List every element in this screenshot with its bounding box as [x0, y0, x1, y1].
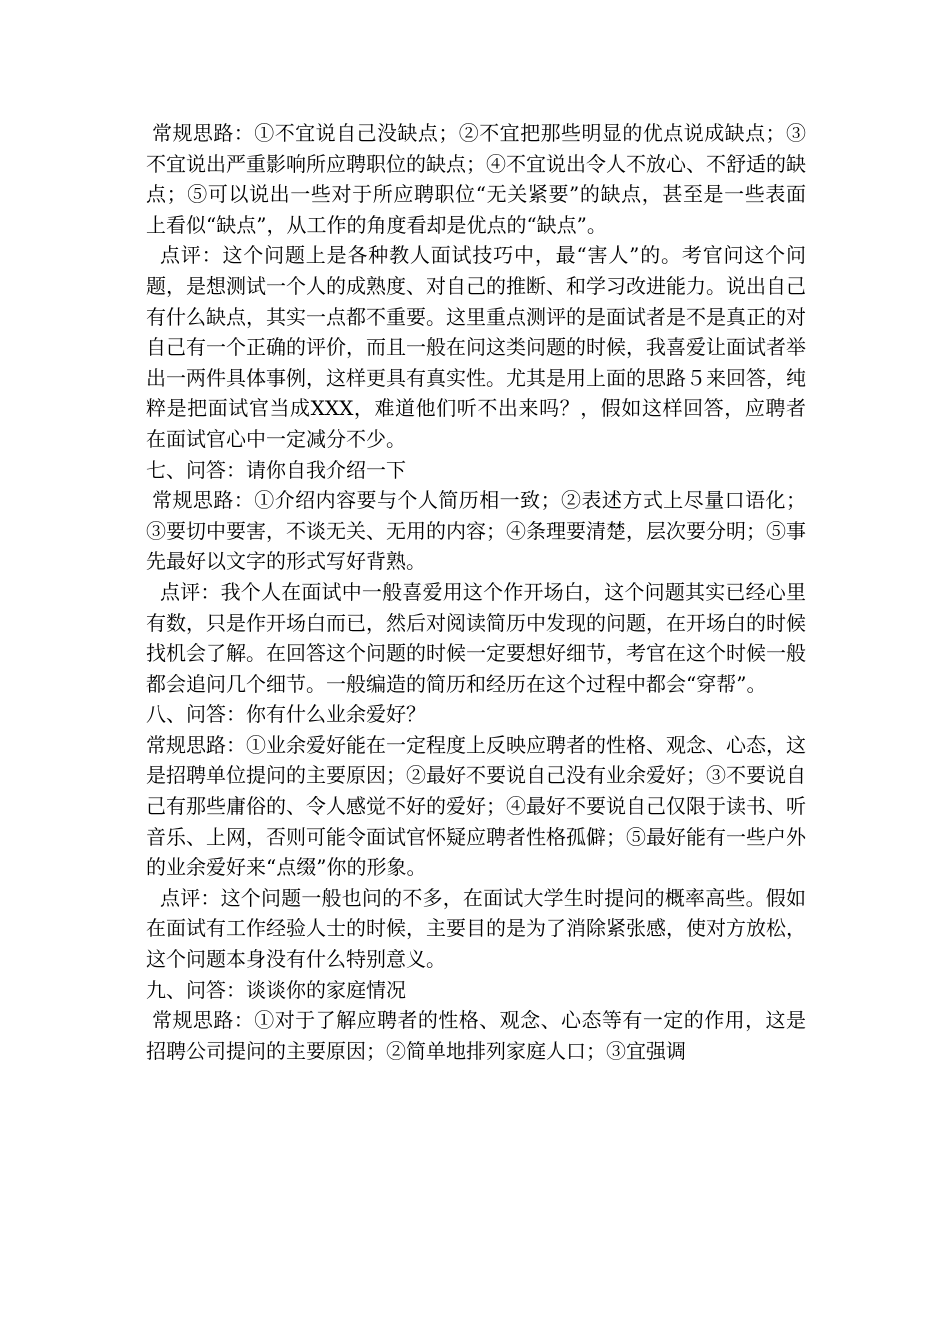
paragraph-shortcomings-approach: 常规思路：①不宜说自己没缺点；②不宜把那些明显的优点说成缺点；③不宜说出严重影响所应聘职位的缺点；④不宜说出令人不放心、不舒适的缺点；⑤可以说出一些对于所应聘职位“无关紧要”的缺点，甚至是一些表面上看似“缺点”，从工作的角度看却是优点的“缺点”。 — [146, 121, 806, 237]
paragraph-hobbies-approach: 常规思路：①业余爱好能在一定程度上反映应聘者的性格、观念、心态，这是招聘单位提问的主要原因；②最好不要说自己没有业余爱好；③不要说自己有那些庸俗的、令人感觉不好的爱好；④最好不要说自己仅限于读书、听音乐、上网，否则可能令面试官怀疑应聘者性格孤僻；⑤最好能有一些户外的业余爱好来“点缀”你的形象。 — [146, 732, 806, 880]
heading-hobbies: 八、问答：你有什么业余爱好？ — [146, 702, 426, 727]
heading-family: 九、问答：谈谈你的家庭情况 — [146, 977, 406, 1002]
paragraph-self-introduction-comment: 点评：我个人在面试中一般喜爱用这个作开场白，这个问题其实已经心里有数，只是作开场白而已，然后对阅读简历中发现的问题，在开场白的时候找机会了解。在回答这个问题的时候一定要想好细节，考官在这个时候一般都会追问几个细节。一般编造的简历和经历在这个过程中都会“穿帮”。 — [146, 579, 806, 696]
paragraph-shortcomings-comment: 点评：这个问题上是各种教人面试技巧中，最“害人”的。考官问这个问题，是想测试一个人的成熟度、对自己的推断、和学习改进能力。说出自己有什么缺点，其实一点都不重要。这里重点测评的是面试者是不是真正的对自己有一个正确的评价，而且一般在问这类问题的时候，我喜爱让面试者举出一两件具体事例，这样更具有真实性。尤其是用上面的思路５来回答，纯粹是把面试官当成XXX，难道他们听不出来吗？，假如这样回答，应聘者在面试官心中一定减分不少。 — [146, 243, 806, 451]
paragraph-family-approach: 常规思路：①对于了解应聘者的性格、观念、心态等有一定的作用，这是招聘公司提问的主要原因；②简单地排列家庭人口；③宜强调 — [146, 1008, 806, 1063]
paragraph-self-introduction-approach: 常规思路：①介绍内容要与个人简历相一致；②表述方式上尽量口语化；③要切中要害，不谈无关、无用的内容；④条理要清楚，层次要分明；⑤事先最好以文字的形式写好背熟。 — [146, 488, 806, 574]
heading-self-introduction: 七、问答：请你自我介绍一下 — [146, 457, 406, 482]
document-page — [146, 118, 806, 1066]
paragraph-hobbies-comment: 点评：这个问题一般也问的不多，在面试大学生时提问的概率高些。假如在面试有工作经验人士的时候，主要目的是为了消除紧张感，使对方放松，这个问题本身没有什么特别意义。 — [146, 885, 806, 972]
